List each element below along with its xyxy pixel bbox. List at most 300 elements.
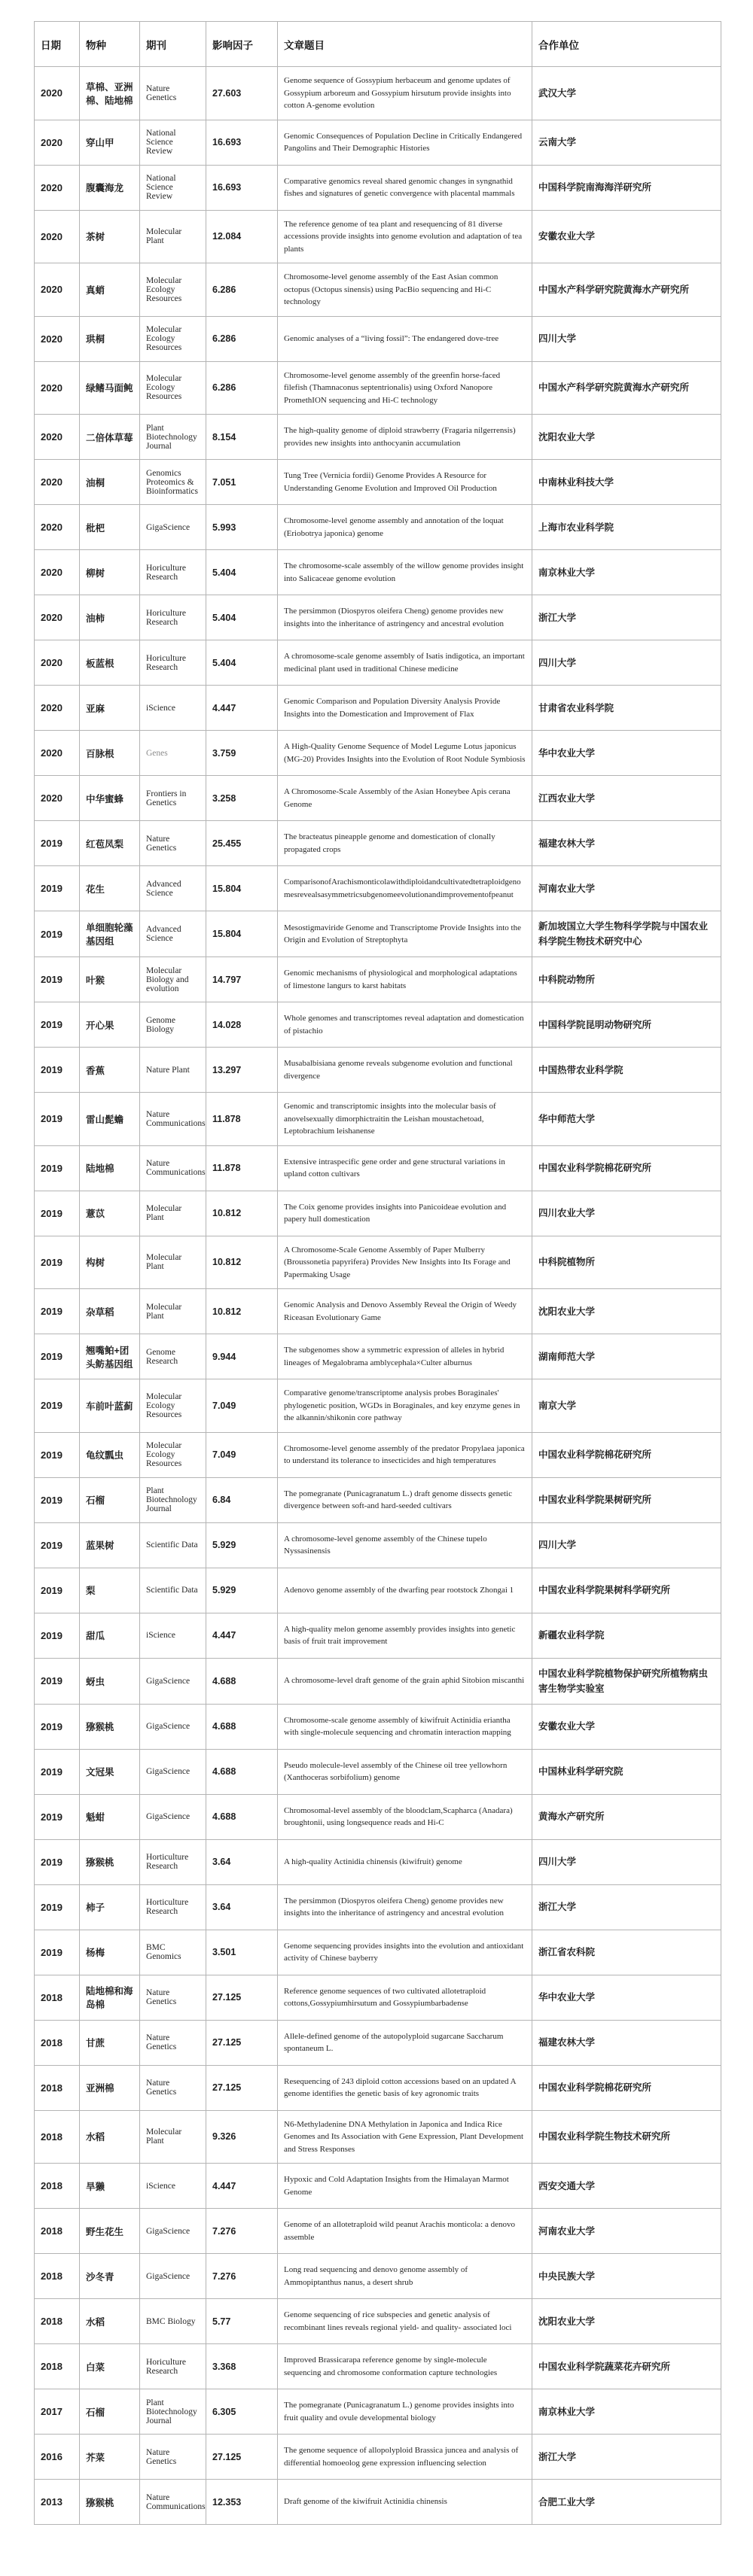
institution-cell: 安徽农业大学 [532, 1704, 721, 1749]
species-cell: 文冠果 [80, 1749, 140, 1794]
title-cell: Chromosome-scale genome assembly of kiwifruit Actinidia eriantha with single-molecule sequencing and chromatin interaction mapping [278, 1704, 532, 1749]
title-cell: The subgenomes show a symmetric expression of alleles in hybrid lineages of Megalobrama amblycephala×Culter alburnus [278, 1334, 532, 1379]
table-row [35, 1884, 721, 1930]
institution-cell: 沈阳农业大学 [532, 2299, 721, 2344]
species-cell: 白菜 [80, 2344, 140, 2389]
table-row [35, 1704, 721, 1749]
species-cell: 龟纹瓢虫 [80, 1432, 140, 1477]
title-cell: Genomic and transcriptomic insights into the molecular basis of anovelsexually dimorphictraitin the Leishan moustachetoad, Leptobrachium leishanense [278, 1093, 532, 1146]
institution-cell: 中央民族大学 [532, 2254, 721, 2299]
impact-cell: 6.305 [206, 2389, 278, 2435]
institution-cell: 中国水产科学研究院黄海水产研究所 [532, 263, 721, 317]
journal-cell: BMC Genomics [140, 1930, 206, 1975]
journal-cell: GigaScience [140, 1749, 206, 1794]
species-cell: 柳树 [80, 550, 140, 595]
journal-cell: GigaScience [140, 505, 206, 550]
table-row [35, 957, 721, 1002]
journal-cell: Nature Communications [140, 1093, 206, 1146]
species-cell: 油柿 [80, 595, 140, 640]
date-cell: 2019 [35, 1749, 80, 1794]
species-cell: 翘嘴鲌+团头鲂基因组 [80, 1334, 140, 1379]
table-row [35, 460, 721, 505]
impact-cell: 15.804 [206, 866, 278, 911]
date-cell: 2020 [35, 640, 80, 686]
institution-cell: 四川大学 [532, 1522, 721, 1568]
institution-cell: 四川大学 [532, 1839, 721, 1884]
species-cell: 车前叶蓝蓟 [80, 1379, 140, 1433]
impact-cell: 7.276 [206, 2254, 278, 2299]
journal-cell: GigaScience [140, 2254, 206, 2299]
species-cell: 水稻 [80, 2110, 140, 2164]
date-cell: 2019 [35, 1568, 80, 1613]
title-cell: Comparative genomics reveal shared genomic changes in syngnathid fishes and signatures of genetic convergence with placental mammals [278, 165, 532, 210]
table-row [35, 263, 721, 317]
table-row [35, 1236, 721, 1289]
title-cell: Pseudo molecule-level assembly of the Chinese oil tree yellowhorn (Xanthoceras sorbifolium) genome [278, 1749, 532, 1794]
date-cell: 2019 [35, 821, 80, 866]
journal-cell: Scientific Data [140, 1568, 206, 1613]
journal-cell: BMC Biology [140, 2299, 206, 2344]
table-body [35, 67, 721, 2525]
species-cell: 绿鳍马面鲀 [80, 361, 140, 415]
institution-cell: 云南大学 [532, 120, 721, 165]
institution-cell: 甘肃省农业科学院 [532, 686, 721, 731]
table-row [35, 1975, 721, 2020]
date-cell: 2019 [35, 1236, 80, 1289]
title-cell: N6-Methyladenine DNA Methylation in Japonica and Indica Rice Genomes and Its Association with Gene Expression, Plant Development and Stress Responses [278, 2110, 532, 2164]
table-row [35, 1794, 721, 1839]
impact-cell: 9.326 [206, 2110, 278, 2164]
table-row [35, 2254, 721, 2299]
table-row [35, 1379, 721, 1433]
journal-cell: Horiculture Research [140, 595, 206, 640]
header-date: 日期 [35, 22, 80, 67]
impact-cell: 14.028 [206, 1002, 278, 1048]
journal-cell: National Science Review [140, 165, 206, 210]
date-cell: 2020 [35, 120, 80, 165]
institution-cell: 中科院动物所 [532, 957, 721, 1002]
impact-cell: 27.603 [206, 67, 278, 120]
journal-cell: Nature Genetics [140, 1975, 206, 2020]
title-cell: Improved Brassicarapa reference genome by single-molecule sequencing and chromosome conformation capture technologies [278, 2344, 532, 2389]
impact-cell: 14.797 [206, 957, 278, 1002]
title-cell: A chromosome-level draft genome of the grain aphid Sitobion miscanthi [278, 1658, 532, 1704]
table-row [35, 165, 721, 210]
title-cell: A high-quality Actinidia chinensis (kiwifruit) genome [278, 1839, 532, 1884]
date-cell: 2018 [35, 2110, 80, 2164]
table-row [35, 1048, 721, 1093]
table-row [35, 2344, 721, 2389]
date-cell: 2019 [35, 1794, 80, 1839]
table-row [35, 731, 721, 776]
date-cell: 2020 [35, 210, 80, 263]
institution-cell: 中国农业科学院果树研究所 [532, 1477, 721, 1522]
species-cell: 中华蜜蜂 [80, 776, 140, 821]
title-cell: Genomic Analysis and Denovo Assembly Reveal the Origin of Weedy Riceasan Evolutionary Game [278, 1289, 532, 1334]
header-article-title: 文章题目 [278, 22, 532, 67]
impact-cell: 25.455 [206, 821, 278, 866]
table-row [35, 2435, 721, 2480]
impact-cell: 4.688 [206, 1794, 278, 1839]
impact-cell: 16.693 [206, 120, 278, 165]
date-cell: 2019 [35, 866, 80, 911]
table-row [35, 1334, 721, 1379]
institution-cell: 河南农业大学 [532, 866, 721, 911]
table-row [35, 1002, 721, 1048]
table-row [35, 505, 721, 550]
date-cell: 2019 [35, 1191, 80, 1236]
date-cell: 2019 [35, 1093, 80, 1146]
journal-cell: Horticulture Research [140, 1839, 206, 1884]
title-cell: Mesostigmaviride Genome and Transcriptome Provide Insights into the Origin and Evolution of Streptophyta [278, 911, 532, 957]
journal-cell: Horiculture Research [140, 640, 206, 686]
journal-cell: Nature Plant [140, 1048, 206, 1093]
date-cell: 2019 [35, 1658, 80, 1704]
title-cell: Chromosome-level genome assembly of the greenfin horse-faced filefish (Thamnaconus septentrionalis) using Oxford Nanopore PromethION sequencing and Hi-C technology [278, 361, 532, 415]
impact-cell: 10.812 [206, 1236, 278, 1289]
table-row [35, 1477, 721, 1522]
journal-cell: GigaScience [140, 1658, 206, 1704]
journal-cell: Advanced Science [140, 911, 206, 957]
impact-cell: 5.404 [206, 595, 278, 640]
institution-cell: 上海市农业科学院 [532, 505, 721, 550]
title-cell: Musabalbisiana genome reveals subgenome evolution and functional divergence [278, 1048, 532, 1093]
impact-cell: 16.693 [206, 165, 278, 210]
impact-cell: 7.051 [206, 460, 278, 505]
date-cell: 2013 [35, 2480, 80, 2525]
table-row [35, 316, 721, 361]
impact-cell: 12.084 [206, 210, 278, 263]
impact-cell: 6.286 [206, 263, 278, 317]
title-cell: Genomic Consequences of Population Decline in Critically Endangered Pangolins and Their Demographic Histories [278, 120, 532, 165]
date-cell: 2019 [35, 1379, 80, 1433]
species-cell: 梨 [80, 1568, 140, 1613]
journal-cell: Nature Genetics [140, 2435, 206, 2480]
institution-cell: 中南林业科技大学 [532, 460, 721, 505]
institution-cell: 江西农业大学 [532, 776, 721, 821]
species-cell: 魁蚶 [80, 1794, 140, 1839]
table-row [35, 821, 721, 866]
institution-cell: 四川大学 [532, 316, 721, 361]
table-row [35, 1749, 721, 1794]
institution-cell: 中国农业科学院蔬菜花卉研究所 [532, 2344, 721, 2389]
table-row [35, 120, 721, 165]
journal-cell: Molecular Plant [140, 1191, 206, 1236]
institution-cell: 沈阳农业大学 [532, 415, 721, 460]
header-impact-factor: 影响因子 [206, 22, 278, 67]
journal-cell: iScience [140, 1613, 206, 1658]
institution-cell: 中国科学院南海海洋研究所 [532, 165, 721, 210]
species-cell: 腹囊海龙 [80, 165, 140, 210]
species-cell: 草棉、亚洲棉、陆地棉 [80, 67, 140, 120]
title-cell: Hypoxic and Cold Adaptation Insights from the Himalayan Marmot Genome [278, 2164, 532, 2209]
table-row [35, 2389, 721, 2435]
title-cell: Genomic Comparison and Population Diversity Analysis Provide Insights into the Domestication and Improvement of Flax [278, 686, 532, 731]
species-cell: 陆地棉和海岛棉 [80, 1975, 140, 2020]
institution-cell: 中国农业科学院果树科学研究所 [532, 1568, 721, 1613]
journal-cell: Advanced Science [140, 866, 206, 911]
institution-cell: 河南农业大学 [532, 2209, 721, 2254]
journal-cell: Genome Biology [140, 1002, 206, 1048]
title-cell: A High-Quality Genome Sequence of Model Legume Lotus japonicus (MG-20) Provides Insights into the Evolution of Root Nodule Symbiosis [278, 731, 532, 776]
species-cell: 石榴 [80, 2389, 140, 2435]
title-cell: Chromosomal-level assembly of the bloodclam,Scapharca (Anadara) broughtonii, using longsequence reads and Hi-C [278, 1794, 532, 1839]
species-cell: 旱獭 [80, 2164, 140, 2209]
table-row [35, 1191, 721, 1236]
journal-cell: Genes [140, 731, 206, 776]
impact-cell: 4.688 [206, 1704, 278, 1749]
header-species: 物种 [80, 22, 140, 67]
date-cell: 2019 [35, 1048, 80, 1093]
journal-cell: GigaScience [140, 2209, 206, 2254]
impact-cell: 3.64 [206, 1884, 278, 1930]
journal-cell: Molecular Plant [140, 2110, 206, 2164]
date-cell: 2020 [35, 263, 80, 317]
journal-cell: Plant Biotechnology Journal [140, 415, 206, 460]
institution-cell: 武汉大学 [532, 67, 721, 120]
header-institution: 合作单位 [532, 22, 721, 67]
species-cell: 芥菜 [80, 2435, 140, 2480]
species-cell: 蓝果树 [80, 1522, 140, 1568]
impact-cell: 27.125 [206, 2065, 278, 2110]
journal-cell: Molecular Plant [140, 210, 206, 263]
impact-cell: 13.297 [206, 1048, 278, 1093]
institution-cell: 南京林业大学 [532, 2389, 721, 2435]
institution-cell: 中国林业科学研究院 [532, 1749, 721, 1794]
title-cell: The chromosome-scale assembly of the willow genome provides insight into Salicaceae genome evolution [278, 550, 532, 595]
impact-cell: 4.447 [206, 686, 278, 731]
date-cell: 2019 [35, 1477, 80, 1522]
institution-cell: 浙江大学 [532, 1884, 721, 1930]
species-cell: 亚麻 [80, 686, 140, 731]
impact-cell: 6.84 [206, 1477, 278, 1522]
date-cell: 2020 [35, 415, 80, 460]
title-cell: Genome sequencing provides insights into the evolution and antioxidant activity of Chinese bayberry [278, 1930, 532, 1975]
date-cell: 2020 [35, 67, 80, 120]
species-cell: 甜瓜 [80, 1613, 140, 1658]
title-cell: Genomic analyses of a “living fossil”: The endangered dove-tree [278, 316, 532, 361]
species-cell: 二倍体草莓 [80, 415, 140, 460]
table-row [35, 640, 721, 686]
impact-cell: 3.64 [206, 1839, 278, 1884]
impact-cell: 11.878 [206, 1145, 278, 1191]
title-cell: The pomegranate (Punicagranatum L.) draft genome dissects genetic divergence between soft-and hard-seeded cultivars [278, 1477, 532, 1522]
table-row [35, 2480, 721, 2525]
species-cell: 枇杷 [80, 505, 140, 550]
species-cell: 构树 [80, 1236, 140, 1289]
title-cell: ComparisonofArachismonticolawithdiploidandcultivatedtetraploidgenomesrevealsasymmetricsubgenomeevolutionandimprovementofpeanut [278, 866, 532, 911]
impact-cell: 11.878 [206, 1093, 278, 1146]
species-cell: 花生 [80, 866, 140, 911]
table-row [35, 1839, 721, 1884]
species-cell: 薏苡 [80, 1191, 140, 1236]
date-cell: 2019 [35, 1432, 80, 1477]
institution-cell: 中国农业科学院生物技术研究所 [532, 2110, 721, 2164]
impact-cell: 5.929 [206, 1522, 278, 1568]
publications-table [34, 21, 721, 2525]
title-cell: Whole genomes and transcriptomes reveal adaptation and domestication of pistachio [278, 1002, 532, 1048]
date-cell: 2019 [35, 1334, 80, 1379]
species-cell: 石榴 [80, 1477, 140, 1522]
institution-cell: 中科院植物所 [532, 1236, 721, 1289]
species-cell: 杂草稻 [80, 1289, 140, 1334]
journal-cell: Molecular Ecology Resources [140, 361, 206, 415]
journal-cell: Plant Biotechnology Journal [140, 2389, 206, 2435]
institution-cell: 新疆农业科学院 [532, 1613, 721, 1658]
title-cell: Allele-defined genome of the autopolyploid sugarcane Saccharum spontaneum L. [278, 2020, 532, 2065]
title-cell: Draft genome of the kiwifruit Actinidia chinensis [278, 2480, 532, 2525]
species-cell: 亚洲棉 [80, 2065, 140, 2110]
species-cell: 柿子 [80, 1884, 140, 1930]
journal-cell: Molecular Ecology Resources [140, 1379, 206, 1433]
date-cell: 2016 [35, 2435, 80, 2480]
date-cell: 2020 [35, 686, 80, 731]
impact-cell: 15.804 [206, 911, 278, 957]
date-cell: 2018 [35, 1975, 80, 2020]
journal-cell: Nature Genetics [140, 2020, 206, 2065]
impact-cell: 7.276 [206, 2209, 278, 2254]
journal-cell: Horiculture Research [140, 550, 206, 595]
impact-cell: 3.258 [206, 776, 278, 821]
impact-cell: 4.447 [206, 2164, 278, 2209]
institution-cell: 华中农业大学 [532, 1975, 721, 2020]
impact-cell: 3.501 [206, 1930, 278, 1975]
journal-cell: Horticulture Research [140, 1884, 206, 1930]
impact-cell: 5.404 [206, 550, 278, 595]
table-row [35, 2020, 721, 2065]
journal-cell: Molecular Biology and evolution [140, 957, 206, 1002]
journal-cell: Nature Genetics [140, 821, 206, 866]
impact-cell: 8.154 [206, 415, 278, 460]
title-cell: A Chromosome-Scale Assembly of the Asian Honeybee Apis cerana Genome [278, 776, 532, 821]
title-cell: Genome of an allotetraploid wild peanut Arachis monticola: a denovo assemble [278, 2209, 532, 2254]
title-cell: The genome sequence of allopolyploid Brassica juncea and analysis of differential homoeolog gene expression influencing selection [278, 2435, 532, 2480]
journal-cell: Molecular Ecology Resources [140, 1432, 206, 1477]
impact-cell: 4.447 [206, 1613, 278, 1658]
journal-cell: Molecular Plant [140, 1236, 206, 1289]
date-cell: 2020 [35, 165, 80, 210]
title-cell: Comparative genome/transcriptome analysis probes Boraginales' phylogenetic position, WGDs in Boraginales, and key enzyme genes in the alkannin/shikonin core pathway [278, 1379, 532, 1433]
table-row [35, 210, 721, 263]
title-cell: The persimmon (Diospyros oleifera Cheng) genome provides new insights into the inheritance of astringency and ancestral evolution [278, 595, 532, 640]
institution-cell: 华中农业大学 [532, 731, 721, 776]
title-cell: Genome sequence of Gossypium herbaceum and genome updates of Gossypium arboreum and Gossypium hirsutum provide insights into cotton A-genome evolution [278, 67, 532, 120]
date-cell: 2018 [35, 2020, 80, 2065]
table-row [35, 686, 721, 731]
title-cell: Genome sequencing of rice subspecies and genetic analysis of recombinant lines reveals regional yield- and quality- associated loci [278, 2299, 532, 2344]
table-row [35, 776, 721, 821]
date-cell: 2019 [35, 1002, 80, 1048]
journal-cell: iScience [140, 686, 206, 731]
institution-cell: 中国科学院昆明动物研究所 [532, 1002, 721, 1048]
institution-cell: 新加坡国立大学生物科学学院与中国农业科学院生物技术研究中心 [532, 911, 721, 957]
header-row [35, 22, 721, 67]
title-cell: Tung Tree (Vernicia fordii) Genome Provides A Resource for Understanding Genome Evolution and Improved Oil Production [278, 460, 532, 505]
journal-cell: GigaScience [140, 1794, 206, 1839]
species-cell: 板蓝根 [80, 640, 140, 686]
table-row [35, 67, 721, 120]
date-cell: 2019 [35, 957, 80, 1002]
institution-cell: 中国农业科学院棉花研究所 [532, 1145, 721, 1191]
date-cell: 2020 [35, 776, 80, 821]
date-cell: 2019 [35, 1704, 80, 1749]
impact-cell: 10.812 [206, 1289, 278, 1334]
impact-cell: 4.688 [206, 1658, 278, 1704]
species-cell: 蚜虫 [80, 1658, 140, 1704]
table-row [35, 1522, 721, 1568]
date-cell: 2018 [35, 2344, 80, 2389]
table-row [35, 2110, 721, 2164]
journal-cell: GigaScience [140, 1704, 206, 1749]
impact-cell: 12.353 [206, 2480, 278, 2525]
species-cell: 珙桐 [80, 316, 140, 361]
header-journal: 期刊 [140, 22, 206, 67]
institution-cell: 四川农业大学 [532, 1191, 721, 1236]
date-cell: 2020 [35, 595, 80, 640]
date-cell: 2019 [35, 1289, 80, 1334]
journal-cell: Horiculture Research [140, 2344, 206, 2389]
table-row [35, 2164, 721, 2209]
institution-cell: 中国热带农业科学院 [532, 1048, 721, 1093]
title-cell: Chromosome-level genome assembly of the East Asian common octopus (Octopus sinensis) using PacBio sequencing and Hi-C technology [278, 263, 532, 317]
species-cell: 穿山甲 [80, 120, 140, 165]
institution-cell: 合肥工业大学 [532, 2480, 721, 2525]
species-cell: 百脉根 [80, 731, 140, 776]
title-cell: The Coix genome provides insights into Panicoideae evolution and papery hull domestication [278, 1191, 532, 1236]
species-cell: 杨梅 [80, 1930, 140, 1975]
impact-cell: 9.944 [206, 1334, 278, 1379]
impact-cell: 6.286 [206, 316, 278, 361]
institution-cell: 中国农业科学院棉花研究所 [532, 1432, 721, 1477]
date-cell: 2019 [35, 911, 80, 957]
table-row [35, 361, 721, 415]
impact-cell: 4.688 [206, 1749, 278, 1794]
institution-cell: 南京林业大学 [532, 550, 721, 595]
impact-cell: 7.049 [206, 1432, 278, 1477]
species-cell: 香蕉 [80, 1048, 140, 1093]
title-cell: Chromosome-level genome assembly and annotation of the loquat (Eriobotrya japonica) genome [278, 505, 532, 550]
institution-cell: 中国农业科学院植物保护研究所植物病虫害生物学实验室 [532, 1658, 721, 1704]
species-cell: 真蛸 [80, 263, 140, 317]
table-row [35, 1093, 721, 1146]
date-cell: 2020 [35, 316, 80, 361]
institution-cell: 四川大学 [532, 640, 721, 686]
title-cell: The reference genome of tea plant and resequencing of 81 diverse accessions provide insights into genome evolution and adaptation of tea plants [278, 210, 532, 263]
impact-cell: 7.049 [206, 1379, 278, 1433]
impact-cell: 5.404 [206, 640, 278, 686]
species-cell: 开心果 [80, 1002, 140, 1048]
institution-cell: 浙江省农科院 [532, 1930, 721, 1975]
table-row [35, 1145, 721, 1191]
journal-cell: Genome Research [140, 1334, 206, 1379]
impact-cell: 5.993 [206, 505, 278, 550]
table-row [35, 2209, 721, 2254]
title-cell: Reference genome sequences of two cultivated allotetraploid cottons,Gossypiumhirsutum and Gossypiumbarbadense [278, 1975, 532, 2020]
journal-cell: Nature Communications [140, 1145, 206, 1191]
journal-cell: Molecular Ecology Resources [140, 263, 206, 317]
table-row [35, 1658, 721, 1704]
journal-cell: National Science Review [140, 120, 206, 165]
title-cell: Resequencing of 243 diploid cotton accessions based on an updated A genome identifies the genetic basis of key agronomic traits [278, 2065, 532, 2110]
table-row [35, 595, 721, 640]
journal-cell: Frontiers in Genetics [140, 776, 206, 821]
institution-cell: 中国水产科学研究院黄海水产研究所 [532, 361, 721, 415]
table-row [35, 1613, 721, 1658]
impact-cell: 3.368 [206, 2344, 278, 2389]
institution-cell: 西安交通大学 [532, 2164, 721, 2209]
title-cell: The high-quality genome of diploid strawberry (Fragaria nilgerrensis) provides new insights into anthocyanin accumulation [278, 415, 532, 460]
institution-cell: 华中师范大学 [532, 1093, 721, 1146]
